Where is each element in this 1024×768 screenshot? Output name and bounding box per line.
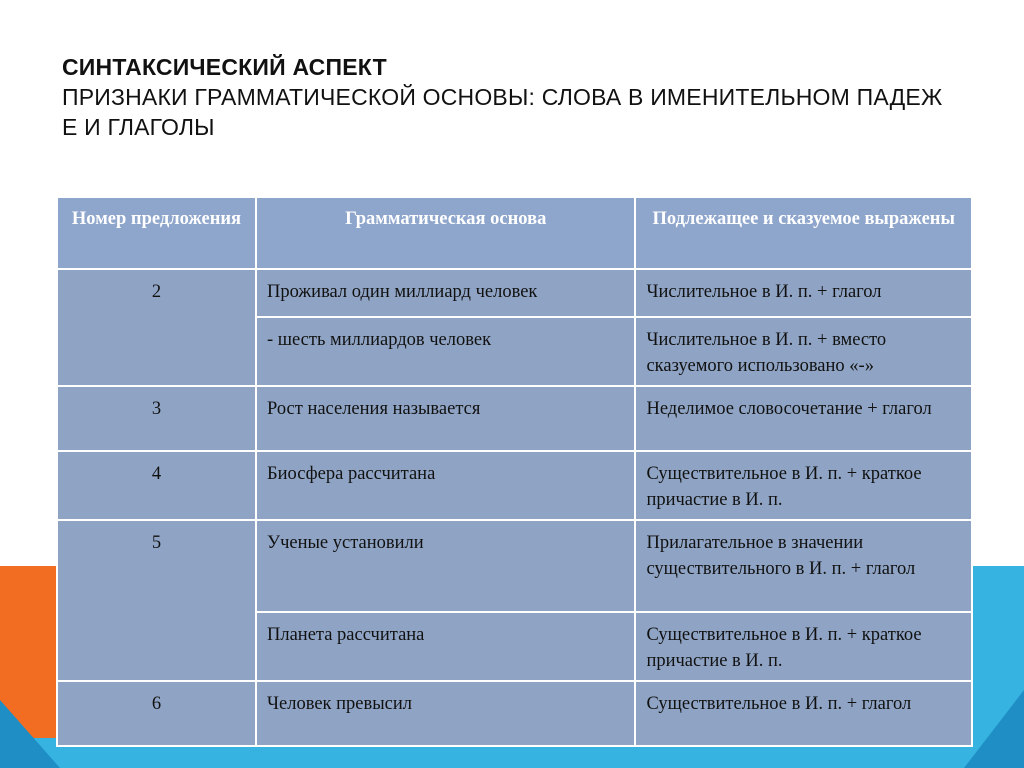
table-header-row	[57, 197, 972, 269]
table-row	[57, 451, 972, 520]
cell-sentence-number: 2	[57, 269, 256, 386]
cell-expression: Существительное в И. п. + краткое причастие в И. п.	[635, 451, 972, 520]
slide-title-sub: ПРИЗНАКИ ГРАММАТИЧЕСКОЙ ОСНОВЫ: СЛОВА В ИМЕНИТЕЛЬНОМ ПАДЕЖ Е И ГЛАГОЛЫ	[62, 84, 943, 140]
grammar-table-container	[56, 196, 973, 735]
cell-grammar-basis: Рост населения называется	[256, 386, 635, 451]
decor-left-triangle	[0, 700, 60, 768]
table-row	[57, 386, 972, 451]
cell-expression: Прилагательное в значении существительного в И. п. + глагол	[635, 520, 972, 612]
cell-grammar-basis: - шесть миллиардов человек	[256, 317, 635, 386]
header-grammar-basis: Грамматическая основа	[256, 197, 635, 269]
cell-expression: Числительное в И. п. + глагол	[635, 269, 972, 317]
cell-grammar-basis: Проживал один миллиард человек	[256, 269, 635, 317]
header-expression: Подлежащее и сказуемое выражены	[635, 197, 972, 269]
cell-sentence-number: 6	[57, 681, 256, 746]
cell-sentence-number: 5	[57, 520, 256, 681]
cell-grammar-basis: Человек превысил	[256, 681, 635, 746]
table-row	[57, 681, 972, 746]
cell-grammar-basis: Ученые установили	[256, 520, 635, 612]
cell-expression: Числительное в И. п. + вместо сказуемого использовано «-»	[635, 317, 972, 386]
grammar-table	[56, 196, 973, 747]
header-sentence-number: Номер предложения	[57, 197, 256, 269]
decor-right-triangle	[964, 690, 1024, 768]
cell-sentence-number: 3	[57, 386, 256, 451]
table-row	[57, 520, 972, 612]
table-row	[57, 269, 972, 317]
cell-expression: Существительное в И. п. + глагол	[635, 681, 972, 746]
cell-grammar-basis: Планета рассчитана	[256, 612, 635, 681]
cell-sentence-number: 4	[57, 451, 256, 520]
slide-title-main: СИНТАКСИЧЕСКИЙ АСПЕКТ	[62, 54, 387, 80]
cell-grammar-basis: Биосфера рассчитана	[256, 451, 635, 520]
cell-expression: Существительное в И. п. + краткое причастие в И. п.	[635, 612, 972, 681]
cell-expression: Неделимое словосочетание + глагол	[635, 386, 972, 451]
slide-title	[62, 52, 962, 142]
